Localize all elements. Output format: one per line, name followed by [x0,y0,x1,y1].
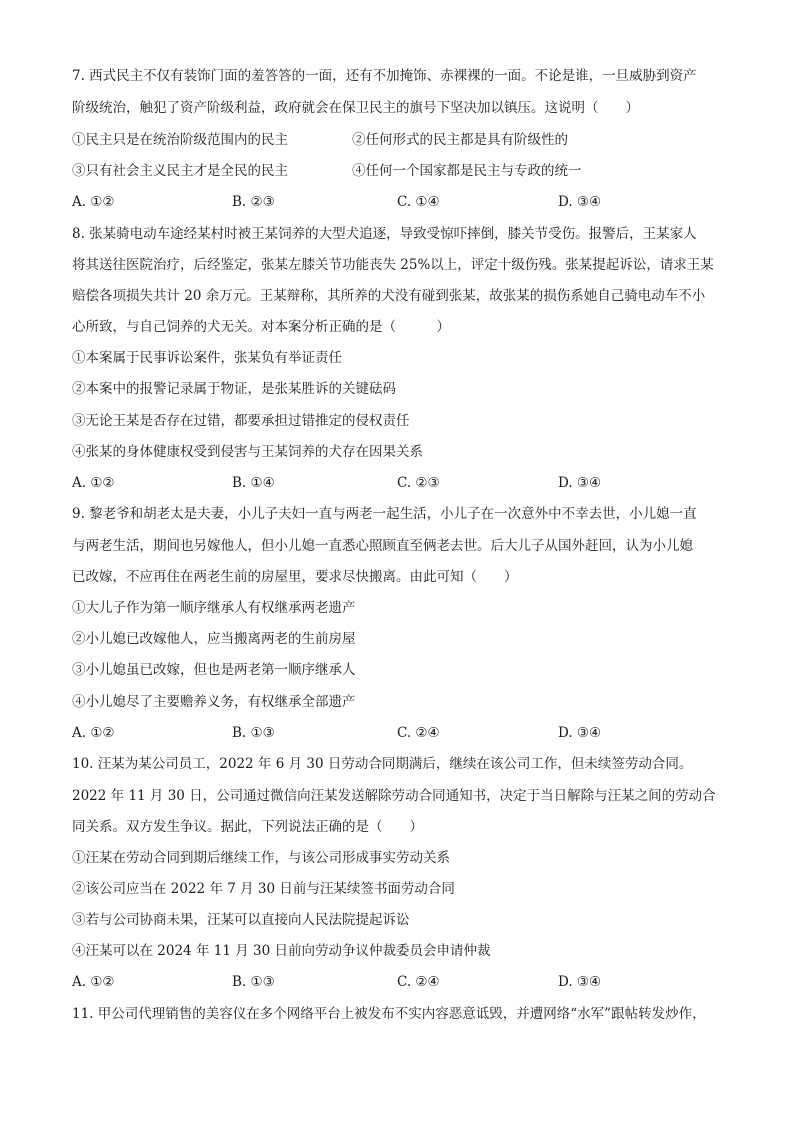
question-9-statement-2: ②小儿媳已改嫁他人，应当搬离两老的生前房屋 [72,631,356,647]
question-8-stem-line-2: 将其送往医院治疗，后经鉴定，张某左膝关节功能丧失 25%以上，评定十级伤残。张某提起诉讼，请求王某 [72,257,714,273]
question-9-stem-line-3: 已改嫁，不应再住在两老生前的房屋里，要求尽快搬离。由此可知（ ） [72,569,518,585]
question-8-option-c[interactable]: C. ②③ [397,475,440,491]
question-7-statement-3: ③只有社会主义民主才是全民的民主 [72,163,288,179]
question-8-option-b[interactable]: B. ①④ [232,475,275,491]
question-10-option-d[interactable]: D. ③④ [558,974,602,990]
question-7-option-b[interactable]: B. ②③ [232,194,275,210]
question-9-statement-1: ①大儿子作为第一顺序继承人有权继承两老遗产 [72,600,356,616]
question-10-stem-line-1: 10. 汪某为某公司员工，2022 年 6 月 30 日劳动合同期满后，继续在该公司工作，但未续签劳动合同。 [72,756,693,772]
question-7-option-c[interactable]: C. ①④ [397,194,440,210]
question-8-stem-line-3: 赔偿各项损失共计 20 余万元。王某辩称，其所养的犬没有碰到张某，故张某的损伤系她自己骑电动车不小 [72,288,706,304]
question-9-stem-line-2: 与两老生活，期间也另嫁他人，但小儿媳一直悉心照顾直至俩老去世。后大儿子从国外赶回，认为小儿媳 [72,538,693,554]
question-10-option-a[interactable]: A. ①② [72,974,115,990]
question-7-statement-4: ④任何一个国家都是民主与专政的统一 [352,163,582,179]
question-8-statement-2: ②本案中的报警记录属于物证，是张某胜诉的关键砝码 [72,381,396,397]
question-9-option-d[interactable]: D. ③④ [558,725,602,741]
question-8-stem-line-4: 心所致，与自己饲养的犬无关。对本案分析正确的是（ ） [72,319,450,335]
question-7-stem-line-1: 7. 西式民主不仅有装饰门面的羞答答的一面，还有不加掩饰、赤裸裸的一面。不论是谁，一旦威胁到资产 [72,68,697,84]
question-7-statement-1: ①民主只是在统治阶级范围内的民主 [72,132,288,148]
question-10-stem-line-3: 同关系。双方发生争议。据此，下列说法正确的是（ ） [72,819,423,835]
question-9-option-b[interactable]: B. ①③ [232,725,275,741]
question-7-stem-line-2: 阶级统治，触犯了资产阶级利益，政府就会在保卫民主的旗号下坚决加以镇压。这说明（ ） [72,100,639,116]
question-7-statement-2: ②任何形式的民主都是具有阶级性的 [352,132,568,148]
question-10-option-b[interactable]: B. ①③ [232,974,275,990]
question-8-option-a[interactable]: A. ①② [72,475,115,491]
question-7-option-a[interactable]: A. ①② [72,194,115,210]
question-9-stem-line-1: 9. 黎老爷和胡老太是夫妻，小儿子夫妇一直与两老一起生活，小儿子在一次意外中不幸去世，小儿媳一直 [72,506,697,522]
question-7-option-d[interactable]: D. ③④ [558,194,602,210]
question-9-statement-3: ③小儿媳虽已改嫁，但也是两老第一顺序继承人 [72,662,356,678]
question-8-stem-line-1: 8. 张某骑电动车途经某村时被王某饲养的大型犬追逐，导致受惊吓摔倒，膝关节受伤。报警后，王某家人 [72,226,697,242]
question-9-option-a[interactable]: A. ①② [72,725,115,741]
question-10-statement-2: ②该公司应当在 2022 年 7 月 30 日前与汪某续签书面劳动合同 [72,881,455,897]
question-10-statement-1: ①汪某在劳动合同到期后继续工作，与该公司形成事实劳动关系 [72,850,450,866]
question-9-statement-4: ④小儿媳尽了主要赡养义务，有权继承全部遗产 [72,694,356,710]
question-10-option-c[interactable]: C. ②④ [397,974,440,990]
question-8-statement-1: ①本案属于民事诉讼案件，张某负有举证责任 [72,350,342,366]
question-8-statement-4: ④张某的身体健康权受到侵害与王某饲养的犬存在因果关系 [72,444,423,460]
question-11-stem-line-1: 11. 甲公司代理销售的美容仪在多个网络平台上被发布不实内容恶意诋毁，并遭网络“水军”跟帖转发炒作， [72,1006,706,1022]
question-9-option-c[interactable]: C. ②④ [397,725,440,741]
question-10-statement-4: ④汪某可以在 2024 年 11 月 30 日前向劳动争议仲裁委员会申请仲裁 [72,943,491,959]
question-8-option-d[interactable]: D. ③④ [558,475,602,491]
question-10-statement-3: ③若与公司协商未果，汪某可以直接向人民法院提起诉讼 [72,912,410,928]
question-10-stem-line-2: 2022 年 11 月 30 日，公司通过微信向汪某发送解除劳动合同通知书，决定于当日解除与汪某之间的劳动合 [72,788,716,804]
question-8-statement-3: ③无论王某是否存在过错，都要承担过错推定的侵权责任 [72,413,410,429]
